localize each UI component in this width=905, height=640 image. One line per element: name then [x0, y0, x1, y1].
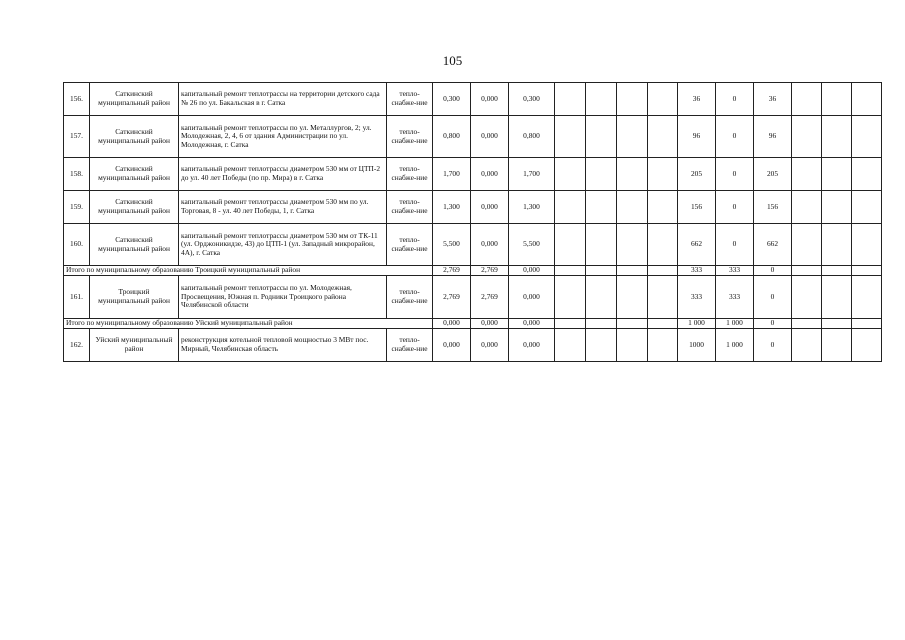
empty-cell: [555, 329, 586, 362]
kind-cell: тепло-снабже-ние: [387, 224, 433, 266]
empty-cell: [617, 329, 648, 362]
value-cell: 333: [678, 276, 716, 319]
value-cell: 0: [716, 116, 754, 158]
value-cell: 96: [678, 116, 716, 158]
value-cell: 0,000: [433, 319, 471, 329]
value-cell: 205: [754, 158, 792, 191]
empty-cell: [555, 116, 586, 158]
empty-cell: [792, 83, 822, 116]
value-cell: 0,300: [433, 83, 471, 116]
table-row: [64, 224, 882, 266]
value-cell: 1 000: [678, 319, 716, 329]
empty-cell: [617, 276, 648, 319]
empty-cell: [822, 158, 852, 191]
value-cell: 0,800: [433, 116, 471, 158]
empty-cell: [648, 329, 678, 362]
value-cell: 96: [754, 116, 792, 158]
empty-cell: [792, 191, 822, 224]
empty-cell: [792, 276, 822, 319]
row-number: 162.: [64, 329, 90, 362]
empty-cell: [617, 224, 648, 266]
empty-cell: [792, 329, 822, 362]
empty-cell: [555, 276, 586, 319]
district-cell: Троицкий муниципальный район: [90, 276, 179, 319]
empty-cell: [586, 329, 617, 362]
empty-cell: [555, 319, 586, 329]
value-cell: 0,000: [471, 319, 509, 329]
value-cell: 0,000: [471, 329, 509, 362]
empty-cell: [852, 224, 882, 266]
empty-cell: [648, 276, 678, 319]
empty-cell: [822, 266, 852, 276]
empty-cell: [648, 224, 678, 266]
empty-cell: [648, 116, 678, 158]
empty-cell: [822, 116, 852, 158]
description-cell: капитальный ремонт теплотрассы по ул. Молодежная, Просвещения, Южная п. Родники Троицкого района Челябинской области: [179, 276, 387, 319]
empty-cell: [648, 191, 678, 224]
district-cell: Саткинский муниципальный район: [90, 158, 179, 191]
value-cell: 333: [716, 266, 754, 276]
description-cell: реконструкция котельной тепловой мощностью 3 МВт пос. Мирный, Челябинская область: [179, 329, 387, 362]
empty-cell: [648, 266, 678, 276]
value-cell: 0,000: [509, 276, 555, 319]
empty-cell: [586, 276, 617, 319]
value-cell: 0,800: [509, 116, 555, 158]
row-number: 158.: [64, 158, 90, 191]
empty-cell: [822, 329, 852, 362]
kind-cell: тепло-снабже-ние: [387, 276, 433, 319]
value-cell: 0,300: [509, 83, 555, 116]
empty-cell: [555, 191, 586, 224]
empty-cell: [648, 319, 678, 329]
empty-cell: [586, 319, 617, 329]
empty-cell: [617, 319, 648, 329]
empty-cell: [617, 158, 648, 191]
table-row: [64, 158, 882, 191]
district-cell: Уйский муниципальный район: [90, 329, 179, 362]
value-cell: 1000: [678, 329, 716, 362]
value-cell: 0: [754, 329, 792, 362]
value-cell: 662: [678, 224, 716, 266]
empty-cell: [792, 116, 822, 158]
empty-cell: [586, 191, 617, 224]
empty-cell: [792, 319, 822, 329]
value-cell: 1,300: [433, 191, 471, 224]
table-row: [64, 83, 882, 116]
value-cell: 0,000: [471, 191, 509, 224]
subtotal-label: Итого по муниципальному образованию Уйский муниципальный район: [64, 319, 433, 329]
empty-cell: [822, 224, 852, 266]
empty-cell: [555, 266, 586, 276]
empty-cell: [852, 276, 882, 319]
row-number: 157.: [64, 116, 90, 158]
value-cell: 0,000: [471, 224, 509, 266]
empty-cell: [822, 276, 852, 319]
value-cell: 5,500: [433, 224, 471, 266]
kind-cell: тепло-снабже-ние: [387, 191, 433, 224]
district-cell: Саткинский муниципальный район: [90, 83, 179, 116]
value-cell: 36: [678, 83, 716, 116]
empty-cell: [852, 191, 882, 224]
value-cell: 0,000: [471, 116, 509, 158]
subtotal-row-troitsk: [64, 266, 882, 276]
row-number: 160.: [64, 224, 90, 266]
kind-cell: тепло-снабже-ние: [387, 83, 433, 116]
value-cell: 0,000: [471, 158, 509, 191]
value-cell: 2,769: [433, 276, 471, 319]
empty-cell: [852, 329, 882, 362]
value-cell: 333: [678, 266, 716, 276]
empty-cell: [792, 266, 822, 276]
empty-cell: [852, 83, 882, 116]
empty-cell: [586, 83, 617, 116]
value-cell: 2,769: [433, 266, 471, 276]
value-cell: 0,000: [509, 266, 555, 276]
investment-program-table: [63, 82, 882, 362]
table-row: [64, 329, 882, 362]
subtotal-row-uisk: [64, 319, 882, 329]
empty-cell: [792, 158, 822, 191]
value-cell: 1,700: [433, 158, 471, 191]
empty-cell: [555, 224, 586, 266]
empty-cell: [852, 319, 882, 329]
page-number: 105: [442, 53, 463, 68]
value-cell: 0,000: [509, 329, 555, 362]
value-cell: 0: [754, 319, 792, 329]
kind-cell: тепло-снабже-ние: [387, 158, 433, 191]
empty-cell: [852, 158, 882, 191]
table-row: [64, 276, 882, 319]
description-cell: капитальный ремонт теплотрассы диаметром 530 мм от ТК-11 (ул. Орджоникидзе, 43) до ЦТП-1 (ул. Западный микрорайон, 4А), г. Сатка: [179, 224, 387, 266]
value-cell: 0: [754, 266, 792, 276]
value-cell: 0: [716, 158, 754, 191]
empty-cell: [852, 266, 882, 276]
value-cell: 0: [716, 224, 754, 266]
empty-cell: [617, 191, 648, 224]
district-cell: Саткинский муниципальный район: [90, 224, 179, 266]
empty-cell: [822, 319, 852, 329]
row-number: 159.: [64, 191, 90, 224]
value-cell: 36: [754, 83, 792, 116]
description-cell: капитальный ремонт теплотрассы на территории детского сада № 26 по ул. Бакальская в г. Сатка: [179, 83, 387, 116]
district-cell: Саткинский муниципальный район: [90, 116, 179, 158]
value-cell: 1 000: [716, 319, 754, 329]
value-cell: 1,700: [509, 158, 555, 191]
empty-cell: [617, 83, 648, 116]
value-cell: 5,500: [509, 224, 555, 266]
empty-cell: [586, 116, 617, 158]
empty-cell: [617, 116, 648, 158]
value-cell: 156: [754, 191, 792, 224]
empty-cell: [792, 224, 822, 266]
description-cell: капитальный ремонт теплотрассы по ул. Металлургов, 2; ул. Молодежная, 2, 4, 6 от здания Администрации по ул. Молодежная, г. Сатка: [179, 116, 387, 158]
value-cell: 333: [716, 276, 754, 319]
value-cell: 156: [678, 191, 716, 224]
empty-cell: [555, 158, 586, 191]
empty-cell: [648, 158, 678, 191]
value-cell: 205: [678, 158, 716, 191]
value-cell: 1,300: [509, 191, 555, 224]
empty-cell: [822, 83, 852, 116]
value-cell: 2,769: [471, 266, 509, 276]
value-cell: 0: [716, 191, 754, 224]
value-cell: 0,000: [471, 83, 509, 116]
empty-cell: [586, 224, 617, 266]
table-row: [64, 116, 882, 158]
table-row: [64, 191, 882, 224]
value-cell: 0: [754, 276, 792, 319]
description-cell: капитальный ремонт теплотрассы диаметром 530 мм по ул. Торговая, 8 - ул. 40 лет Победы, 1, г. Сатка: [179, 191, 387, 224]
empty-cell: [555, 83, 586, 116]
empty-cell: [852, 116, 882, 158]
empty-cell: [586, 266, 617, 276]
value-cell: 0: [716, 83, 754, 116]
value-cell: 662: [754, 224, 792, 266]
empty-cell: [617, 266, 648, 276]
value-cell: 0,000: [433, 329, 471, 362]
row-number: 161.: [64, 276, 90, 319]
row-number: 156.: [64, 83, 90, 116]
value-cell: 2,769: [471, 276, 509, 319]
kind-cell: тепло-снабже-ние: [387, 329, 433, 362]
value-cell: 0,000: [509, 319, 555, 329]
empty-cell: [648, 83, 678, 116]
value-cell: 1 000: [716, 329, 754, 362]
description-cell: капитальный ремонт теплотрассы диаметром 530 мм от ЦТП-2 до ул. 40 лет Победы (по пр. Мира) в г. Сатка: [179, 158, 387, 191]
empty-cell: [822, 191, 852, 224]
empty-cell: [586, 158, 617, 191]
district-cell: Саткинский муниципальный район: [90, 191, 179, 224]
subtotal-label: Итого по муниципальному образованию Троицкий муниципальный район: [64, 266, 433, 276]
kind-cell: тепло-снабже-ние: [387, 116, 433, 158]
